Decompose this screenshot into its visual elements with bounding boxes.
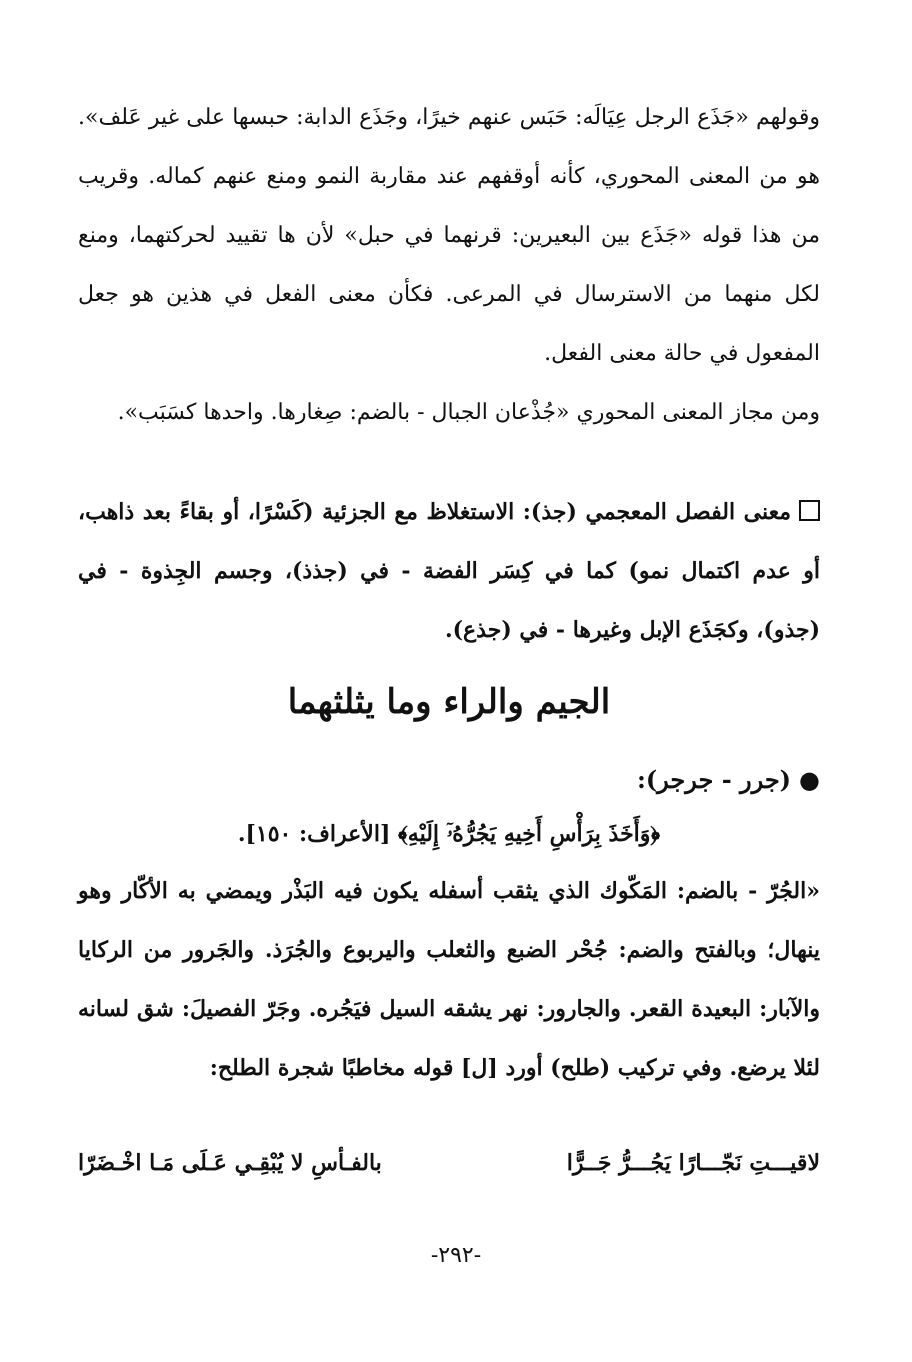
entry-title: [78, 758, 820, 802]
verse-hemistich-1: لاقيـــتِ نَجّـــارًا يَجُـــرُّ جَــرًّا: [566, 1150, 820, 1176]
paragraph-3-text: معنى الفصل المعجمي (جذ): الاستغلاظ مع الجزئية (كَسْرًا، أو بقاءً بعد ذاهب، أو عدم اكتمال نمو) كما في كِسَر الفضة - في (جذذ)، وجسم الجِذوة - في (جذو)، وكجَذَع الإبل وغيرها - في (جذع).: [78, 499, 820, 643]
entry-title-text: (جرر - جرجر):: [636, 765, 792, 794]
paragraph-4: «الجُرّ - بالضم: المَكّوك الذي يثقب أسفله يكون فيه البَذْر ويمضي به الأكّار وهو ينهال؛ وبالفتح والضم: جُحْر الضبع والثعلب واليربوع والجُرَذ. والجَرور من الركايا والآبار: البعيدة القعر. والجارور: نهر يشقه السيل فيَجُره. وجَرّ الفصيلَ: شق لسانه لئلا يرضع. وفي تركيب (طلح) أورد [ل] قوله مخاطبًا شجرة الطلح:: [78, 878, 820, 1081]
square-box-icon: [799, 500, 820, 521]
quran-verse: ﴿وَأَخَذَ بِرَأْسِ أَخِيهِ يَجُرُّهُۥٓ إِلَيْهِ﴾ [الأعراف: ١٥٠].: [237, 821, 661, 847]
paragraph-1: وقولهم «جَذَع الرجل عِيَالَه: حَبَس عنهم خيرًا، وجَذَع الدابة: حبسها على غير عَلف». هو من المعنى المحوري، كأنه أوقفهم عند مقاربة النمو ومنع عنهم كماله. وقريب من هذا قوله «جَذَع بين البعيرين: قرنهما في حبل» لأن ها تقييد لحركتهما، ومنع لكل منهما من الاسترسال في المرعى. فكأن معنى الفعل في هذين هو جعل المفعول في حالة معنى الفعل.: [78, 105, 820, 366]
verse-hemistich-2: بالفـأسِ لا يُبْقِـي عَـلَى مَـا اخْـضَرّا: [78, 1150, 382, 1176]
bullet-icon: ●: [799, 765, 820, 794]
paragraph-2: ومن مجاز المعنى المحوري «جُذْعان الجبال - بالضم: صِغارها. واحدها كسَبَب».: [117, 400, 820, 425]
section-heading: الجيم والراء وما يثلثهما: [287, 682, 611, 722]
poetry-verse: [78, 1138, 820, 1188]
paragraph-3: [78, 483, 820, 660]
page-number: -٢٩٢-: [430, 1243, 482, 1268]
